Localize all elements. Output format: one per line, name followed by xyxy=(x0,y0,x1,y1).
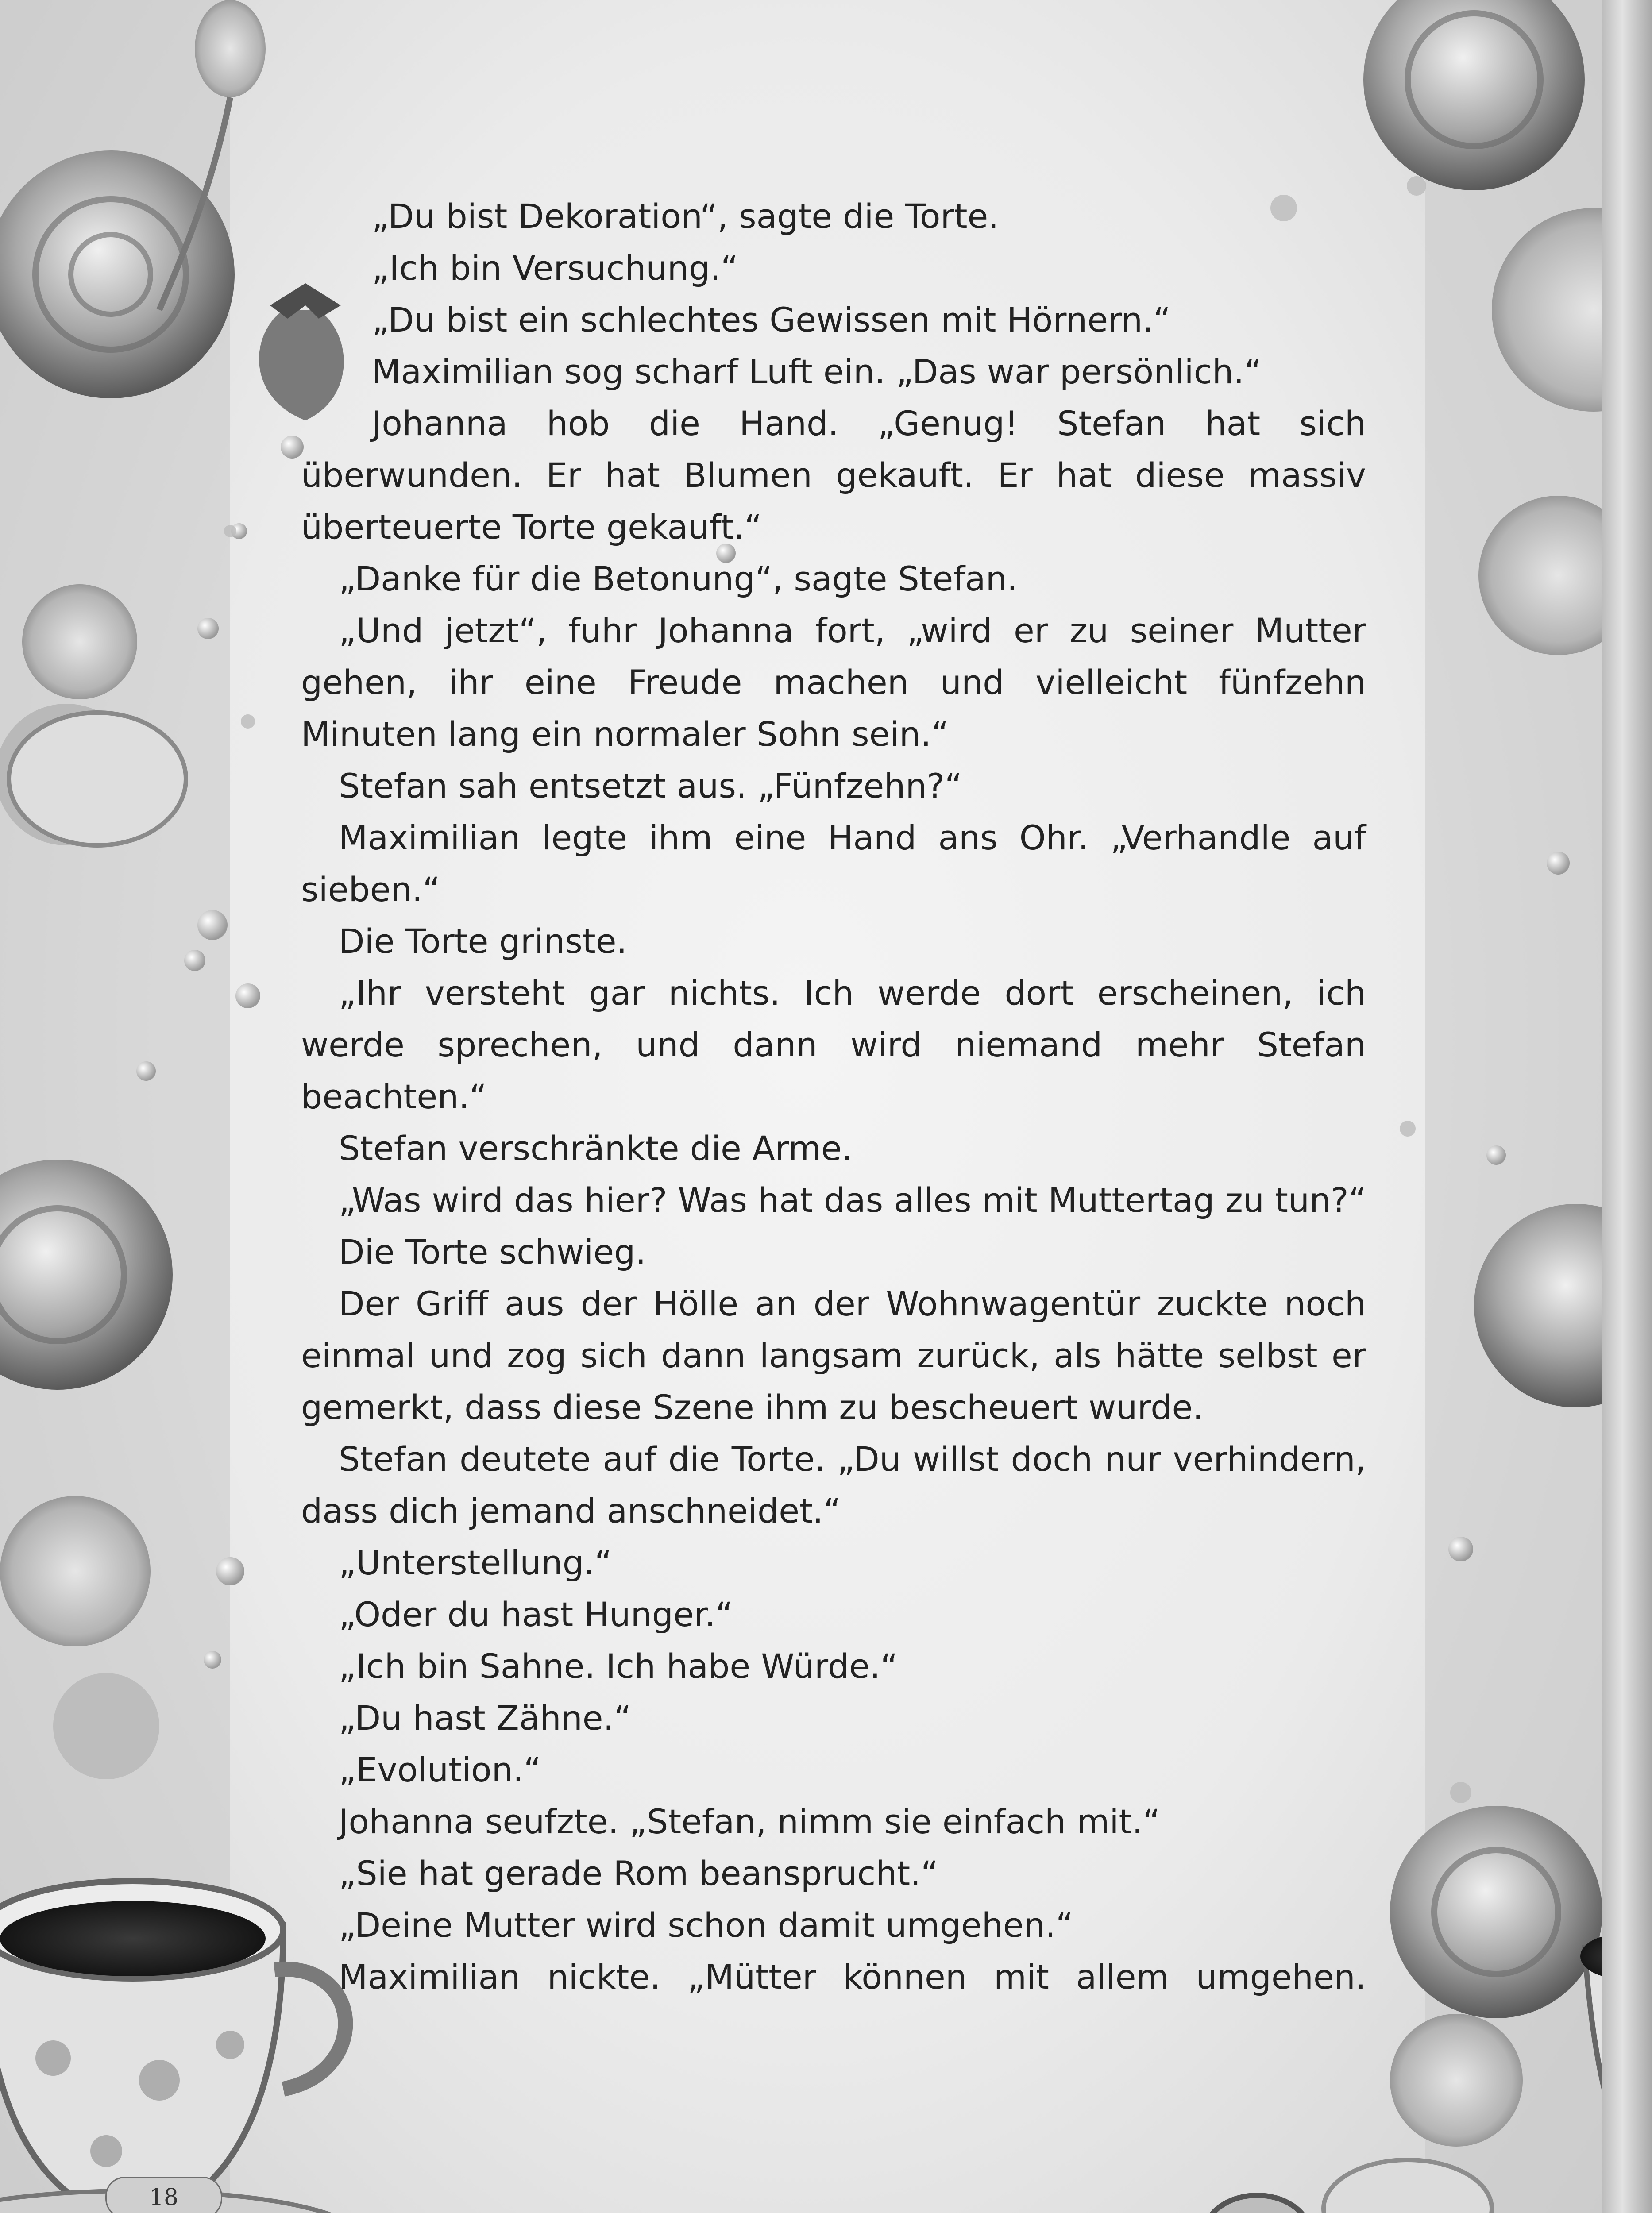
paragraph-13: „Was wird das hier? Was hat das alles mit Muttertag zu tun?“ xyxy=(339,1180,1366,1220)
paragraph-21: „Evolution.“ xyxy=(339,1750,541,1789)
paragraph-1: „Du bist Dekoration“, sagte die Torte. xyxy=(372,197,999,236)
paragraph-25: Maximilian nickte. „Mütter können mit allem umgehen. xyxy=(339,1957,1366,1997)
story-text xyxy=(301,190,1366,2003)
rose-right-lower xyxy=(1390,1806,1602,2018)
cream-swirl-left xyxy=(9,713,186,845)
paragraph-6: „Danke für die Betonung“, sagte Stefan. xyxy=(339,559,1018,598)
paragraph-22: Johanna seufzte. „Stefan, nimm sie einfach mit.“ xyxy=(339,1802,1160,1841)
paragraph-15: Der Griff aus der Hölle an der Wohnwagentür zuckte noch einmal und zog sich dann langsam zurück, als hätte selbst er gemerkt, dass diese Szene ihm zu bescheuert wurde. xyxy=(301,1284,1366,1427)
page-edge xyxy=(1602,0,1652,2213)
paragraph-5: Johanna hob die Hand. „Genug! Stefan hat sich überwunden. Er hat Blumen gekauft. Er hat diese massiv überteuerte Torte gekauft.“ xyxy=(301,404,1366,547)
paragraph-12: Stefan verschränkte die Arme. xyxy=(339,1129,853,1168)
paragraph-2: „Ich bin Versuchung.“ xyxy=(372,248,738,288)
paragraph-18: „Oder du hast Hunger.“ xyxy=(339,1595,733,1634)
paragraph-7: „Und jetzt“, fuhr Johanna fort, „wird er zu seiner Mutter gehen, ihr eine Freude machen und vielleicht fünfzehn Minuten lang ein normaler Sohn sein.“ xyxy=(301,611,1366,754)
paragraph-17: „Unterstellung.“ xyxy=(339,1543,612,1582)
page-number: 18 xyxy=(149,2184,179,2211)
paragraph-8: Stefan sah entsetzt aus. „Fünfzehn?“ xyxy=(339,766,962,806)
paragraph-19: „Ich bin Sahne. Ich habe Würde.“ xyxy=(339,1646,898,1686)
flower-left-lower xyxy=(0,1496,151,1646)
paragraph-11: „Ihr versteht gar nichts. Ich werde dort erscheinen, ich werde sprechen, und dann wird niemand mehr Stefan beachten.“ xyxy=(301,973,1366,1116)
flower-left-mid-1 xyxy=(22,584,137,699)
paragraph-23: „Sie hat gerade Rom beansprucht.“ xyxy=(339,1854,938,1893)
paragraph-10: Die Torte grinste. xyxy=(339,921,627,961)
paragraph-3: „Du bist ein schlechtes Gewissen mit Hörnern.“ xyxy=(372,300,1171,339)
page-number-badge xyxy=(105,2177,222,2213)
paragraph-4: Maximilian sog scharf Luft ein. „Das war persönlich.“ xyxy=(372,352,1262,391)
paragraph-14: Die Torte schwieg. xyxy=(339,1232,646,1272)
paragraph-16: Stefan deutete auf die Torte. „Du willst doch nur verhindern, dass dich jemand anschneidet.“ xyxy=(301,1439,1366,1531)
paragraph-24: „Deine Mutter wird schon damit umgehen.“ xyxy=(339,1905,1073,1945)
paragraph-9: Maximilian legte ihm eine Hand ans Ohr. „Verhandle auf sieben.“ xyxy=(301,818,1366,909)
rose-bud-top-left xyxy=(195,0,266,97)
paragraph-20: „Du hast Zähne.“ xyxy=(339,1698,632,1738)
